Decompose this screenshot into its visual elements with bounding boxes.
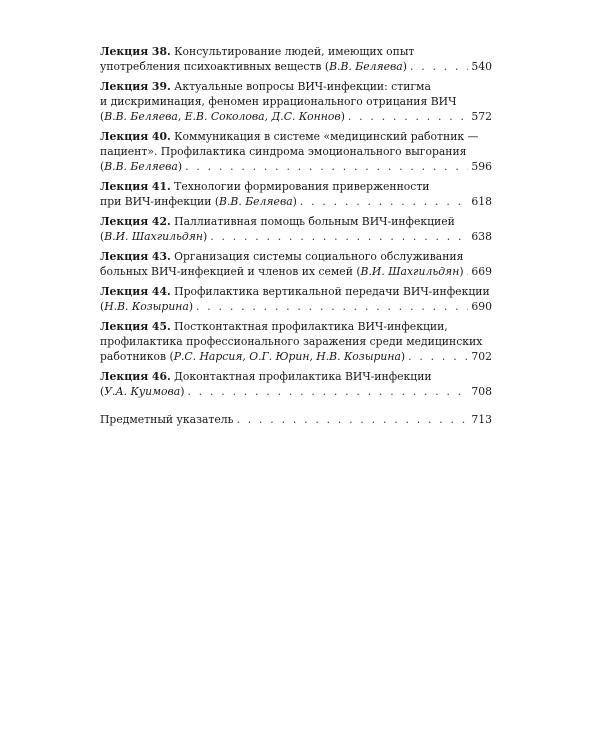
toc-entry-last-line — [100, 349, 492, 364]
lecture-title-end — [100, 264, 464, 279]
lecture-label: Лекция 45. — [100, 320, 171, 333]
toc-entry-title-line — [100, 44, 492, 59]
lecture-label: Лекция 41. — [100, 180, 171, 193]
page-number: 713 — [471, 413, 492, 426]
page-number: 708 — [471, 385, 492, 398]
dot-leader — [196, 299, 468, 314]
closing-paren: ) — [292, 195, 297, 208]
lecture-title: Доконтактная профилактика ВИЧ-инфекции — [170, 370, 432, 383]
lecture-title: Консультирование людей, имеющих опыт — [170, 45, 415, 58]
dot-leader — [467, 264, 469, 279]
toc-entry-lecture-39[interactable] — [100, 79, 492, 124]
toc-entry-lecture-44[interactable] — [100, 284, 492, 314]
dot-leader — [210, 229, 468, 244]
toc-entry-last-line — [100, 109, 492, 124]
lecture-title: Постконтактная профилактика ВИЧ-инфекции, — [170, 320, 448, 333]
lecture-title-end — [100, 299, 193, 314]
table-of-contents — [100, 44, 492, 432]
lecture-title-end — [100, 229, 207, 244]
toc-entry-last-line — [100, 159, 492, 174]
dot-leader — [408, 349, 468, 364]
dot-leader — [410, 59, 468, 74]
lecture-title: Организация системы социального обслуживания — [170, 250, 464, 263]
lecture-title: Технологии формирования приверженности — [170, 180, 430, 193]
lecture-label: Лекция 43. — [100, 250, 171, 263]
toc-entry-title-line — [100, 129, 492, 144]
lecture-label: Лекция 44. — [100, 285, 171, 298]
lecture-title: Паллиативная помощь больным ВИЧ-инфекцией — [170, 215, 455, 228]
lecture-title-tail: ( — [100, 385, 105, 398]
closing-paren: ) — [459, 265, 464, 278]
lecture-title-end — [100, 159, 182, 174]
page-number: 669 — [471, 265, 492, 278]
toc-entry-last-line — [100, 299, 492, 314]
closing-paren: ) — [400, 350, 406, 363]
lecture-title-end — [100, 194, 297, 209]
closing-paren: ) — [340, 110, 345, 123]
toc-entry-last-line — [100, 59, 492, 74]
toc-entry-title-line — [100, 179, 492, 194]
toc-entry-title-line — [100, 369, 492, 384]
dot-leader — [300, 194, 469, 209]
lecture-title: Коммуникация в системе «медицинский работник — — [170, 130, 479, 143]
page-number: 690 — [471, 300, 492, 313]
closing-paren: ) — [188, 300, 194, 313]
toc-entry-lecture-43[interactable] — [100, 249, 492, 279]
page-number: 596 — [471, 160, 492, 173]
toc-entry-subject-index[interactable] — [100, 412, 492, 427]
toc-entry-last-line — [100, 412, 492, 427]
lecture-authors: В.В. Беляева — [104, 160, 178, 173]
page-number: 702 — [471, 350, 492, 363]
lecture-authors: В.В. Беляева — [329, 60, 403, 73]
closing-paren: ) — [402, 60, 407, 73]
lecture-authors: В.И. Шахгильдян — [360, 265, 460, 278]
subject-index-label: Предметный указатель — [100, 413, 234, 426]
toc-entry-lecture-42[interactable] — [100, 214, 492, 244]
toc-entry-lecture-46[interactable] — [100, 369, 492, 399]
closing-paren: ) — [177, 160, 183, 173]
toc-entry-lecture-45[interactable] — [100, 319, 492, 364]
lecture-title-end — [100, 59, 407, 74]
lecture-title-tail: работников ( — [100, 350, 174, 363]
lecture-title: Актуальные вопросы ВИЧ-инфекции: стигма — [170, 80, 431, 93]
lecture-title-tail: больных ВИЧ-инфекцией и членов их семей ( — [100, 265, 361, 278]
toc-entry-title-line — [100, 319, 492, 334]
lecture-authors: Р.С. Нарсия, О.Г. Юрин, Н.В. Козырина — [173, 350, 401, 363]
toc-entry-title-line — [100, 79, 492, 94]
toc-entry-title-line — [100, 214, 492, 229]
dot-leader — [185, 159, 468, 174]
dot-leader — [237, 412, 469, 427]
lecture-title-end — [100, 384, 184, 399]
closing-paren: ) — [202, 230, 208, 243]
toc-entry-lecture-40[interactable] — [100, 129, 492, 174]
lecture-title-tail: ( — [100, 230, 105, 243]
toc-entry-lecture-38[interactable] — [100, 44, 492, 74]
lecture-label: Лекция 39. — [100, 80, 171, 93]
lecture-label: Лекция 40. — [100, 130, 171, 143]
toc-entry-title-line-2: профилактика профессионального заражения среди медицинских — [100, 335, 483, 348]
lecture-title-end — [100, 349, 405, 364]
toc-entry-lecture-41[interactable] — [100, 179, 492, 209]
toc-entry-title-line-2: и дискриминация, феномен иррационального отрицания ВИЧ — [100, 95, 457, 108]
lecture-title-tail: ( — [100, 300, 105, 313]
lecture-title-tail: употребления психоактивных веществ ( — [100, 60, 330, 73]
toc-entry-last-line — [100, 229, 492, 244]
lecture-label: Лекция 46. — [100, 370, 171, 383]
toc-entry-last-line — [100, 384, 492, 399]
page-number: 638 — [471, 230, 492, 243]
lecture-title-tail: ( — [100, 160, 105, 173]
closing-paren: ) — [180, 385, 185, 398]
page-number: 572 — [471, 110, 492, 123]
toc-entry-last-line — [100, 194, 492, 209]
dot-leader — [348, 109, 468, 124]
lecture-authors: В.В. Беляева, Е.В. Соколова, Д.С. Коннов — [104, 110, 341, 123]
toc-entry-title-line — [100, 249, 492, 264]
lecture-label: Лекция 42. — [100, 215, 171, 228]
lecture-title-end — [100, 109, 345, 124]
lecture-title-tail: при ВИЧ-инфекции ( — [100, 195, 220, 208]
lecture-authors: В.И. Шахгильдян — [104, 230, 203, 243]
lecture-title: Профилактика вертикальной передачи ВИЧ-инфекции — [170, 285, 490, 298]
lecture-authors: В.В. Беляева — [219, 195, 293, 208]
page-number: 618 — [471, 195, 492, 208]
dot-leader — [187, 384, 468, 399]
toc-entry-title-line — [100, 284, 492, 299]
lecture-authors: У.А. Куимова — [104, 385, 181, 398]
page-number: 540 — [471, 60, 492, 73]
lecture-title-tail: ( — [100, 110, 105, 123]
toc-entry-title-line-2: пациент». Профилактика синдрома эмоционального выгорания — [100, 145, 467, 158]
lecture-authors: Н.В. Козырина — [104, 300, 189, 313]
toc-entry-last-line — [100, 264, 492, 279]
lecture-label: Лекция 38. — [100, 45, 171, 58]
